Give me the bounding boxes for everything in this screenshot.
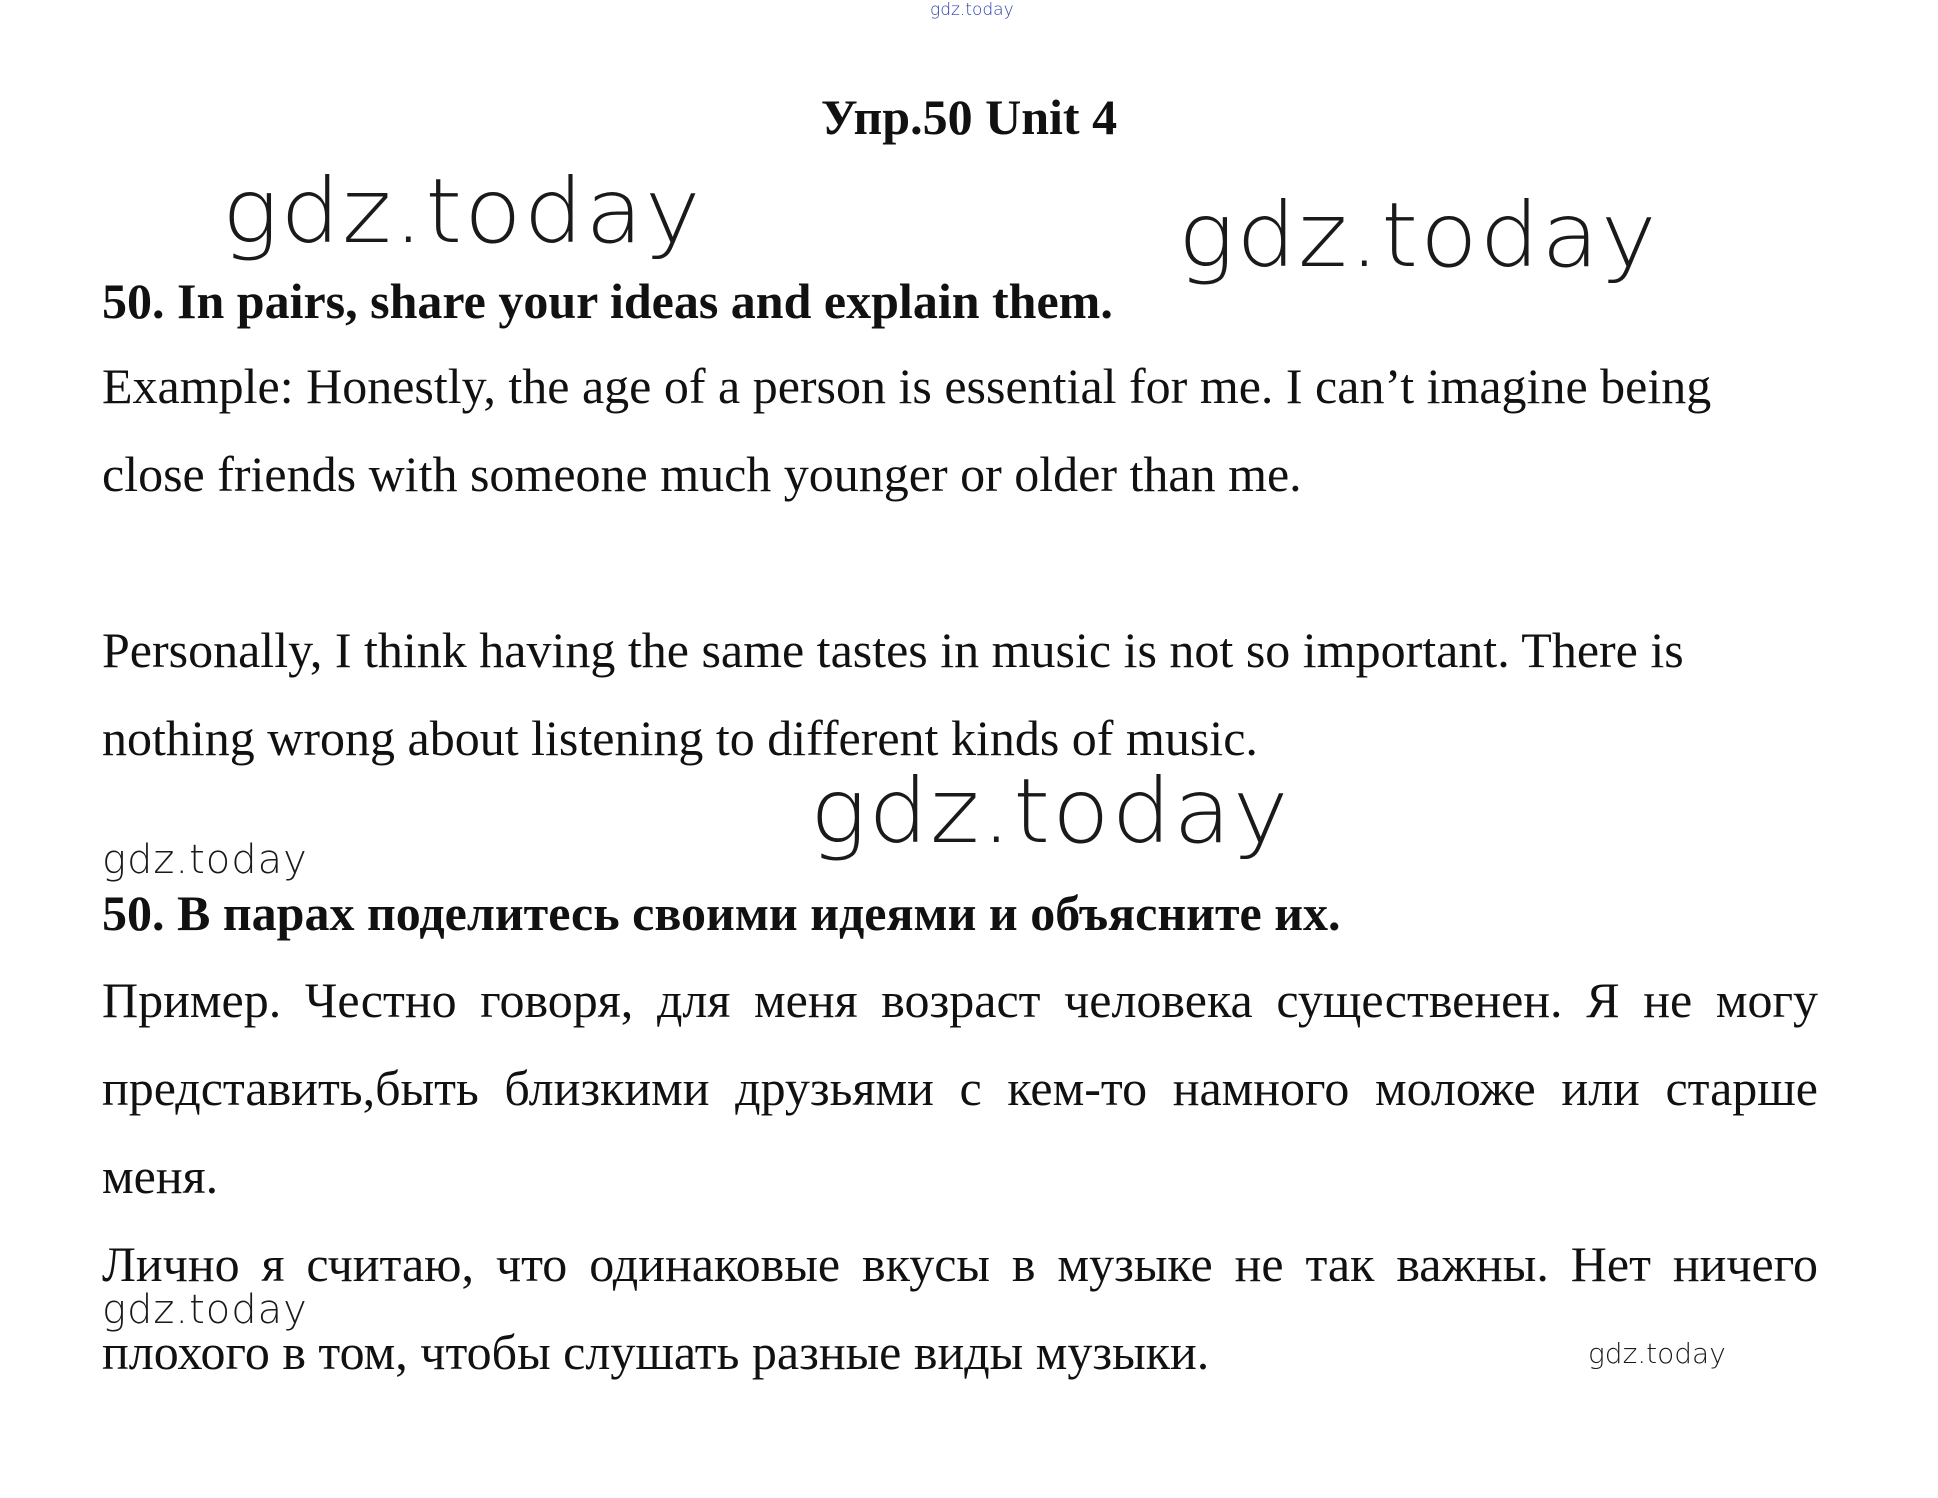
english-example-block: [102, 342, 1782, 518]
russian-personal-paragraph: Лично я считаю, что одинаковые вкусы в музыке не так важны. Нет ничего плохого в том, чтобы слушать разные виды музыки.: [102, 1236, 1818, 1380]
watermark-small-left-upper: gdz.today: [102, 837, 308, 883]
watermark-top: gdz.today: [930, 0, 1014, 20]
russian-section: [102, 885, 1820, 941]
english-section: [102, 273, 1820, 329]
russian-example-paragraph: Пример. Честно говоря, для меня возраст человека существенен. Я не могу представить,быть близкими друзьями с кем-то намного моложе или старше меня.: [102, 972, 1818, 1204]
russian-task-heading: 50. В парах поделитесь своими идеями и объясните их.: [102, 885, 1341, 941]
watermark-small-left-lower: gdz.today: [102, 1287, 308, 1333]
english-example-paragraph: Example: Honestly, the age of a person is essential for me. I can’t imagine being close friends with someone much younger or older than me.: [102, 358, 1712, 502]
russian-personal-block: [102, 1220, 1818, 1396]
watermark-large-left: gdz.today: [222, 160, 703, 264]
watermark-large-center: gdz.today: [810, 760, 1291, 864]
watermark-small-inline: gdz.today: [1588, 1337, 1726, 1370]
english-personal-block: [102, 606, 1842, 782]
russian-example-block: [102, 956, 1818, 1220]
page-title: Упр.50 Unit 4: [820, 89, 1118, 145]
english-personal-paragraph: Personally, I think having the same tastes in music is not so important. There is nothing wrong about listening to different kinds of music.: [102, 622, 1684, 766]
watermark-large-right: gdz.today: [1178, 184, 1659, 288]
english-task-heading: 50. In pairs, share your ideas and explain them.: [102, 273, 1113, 329]
